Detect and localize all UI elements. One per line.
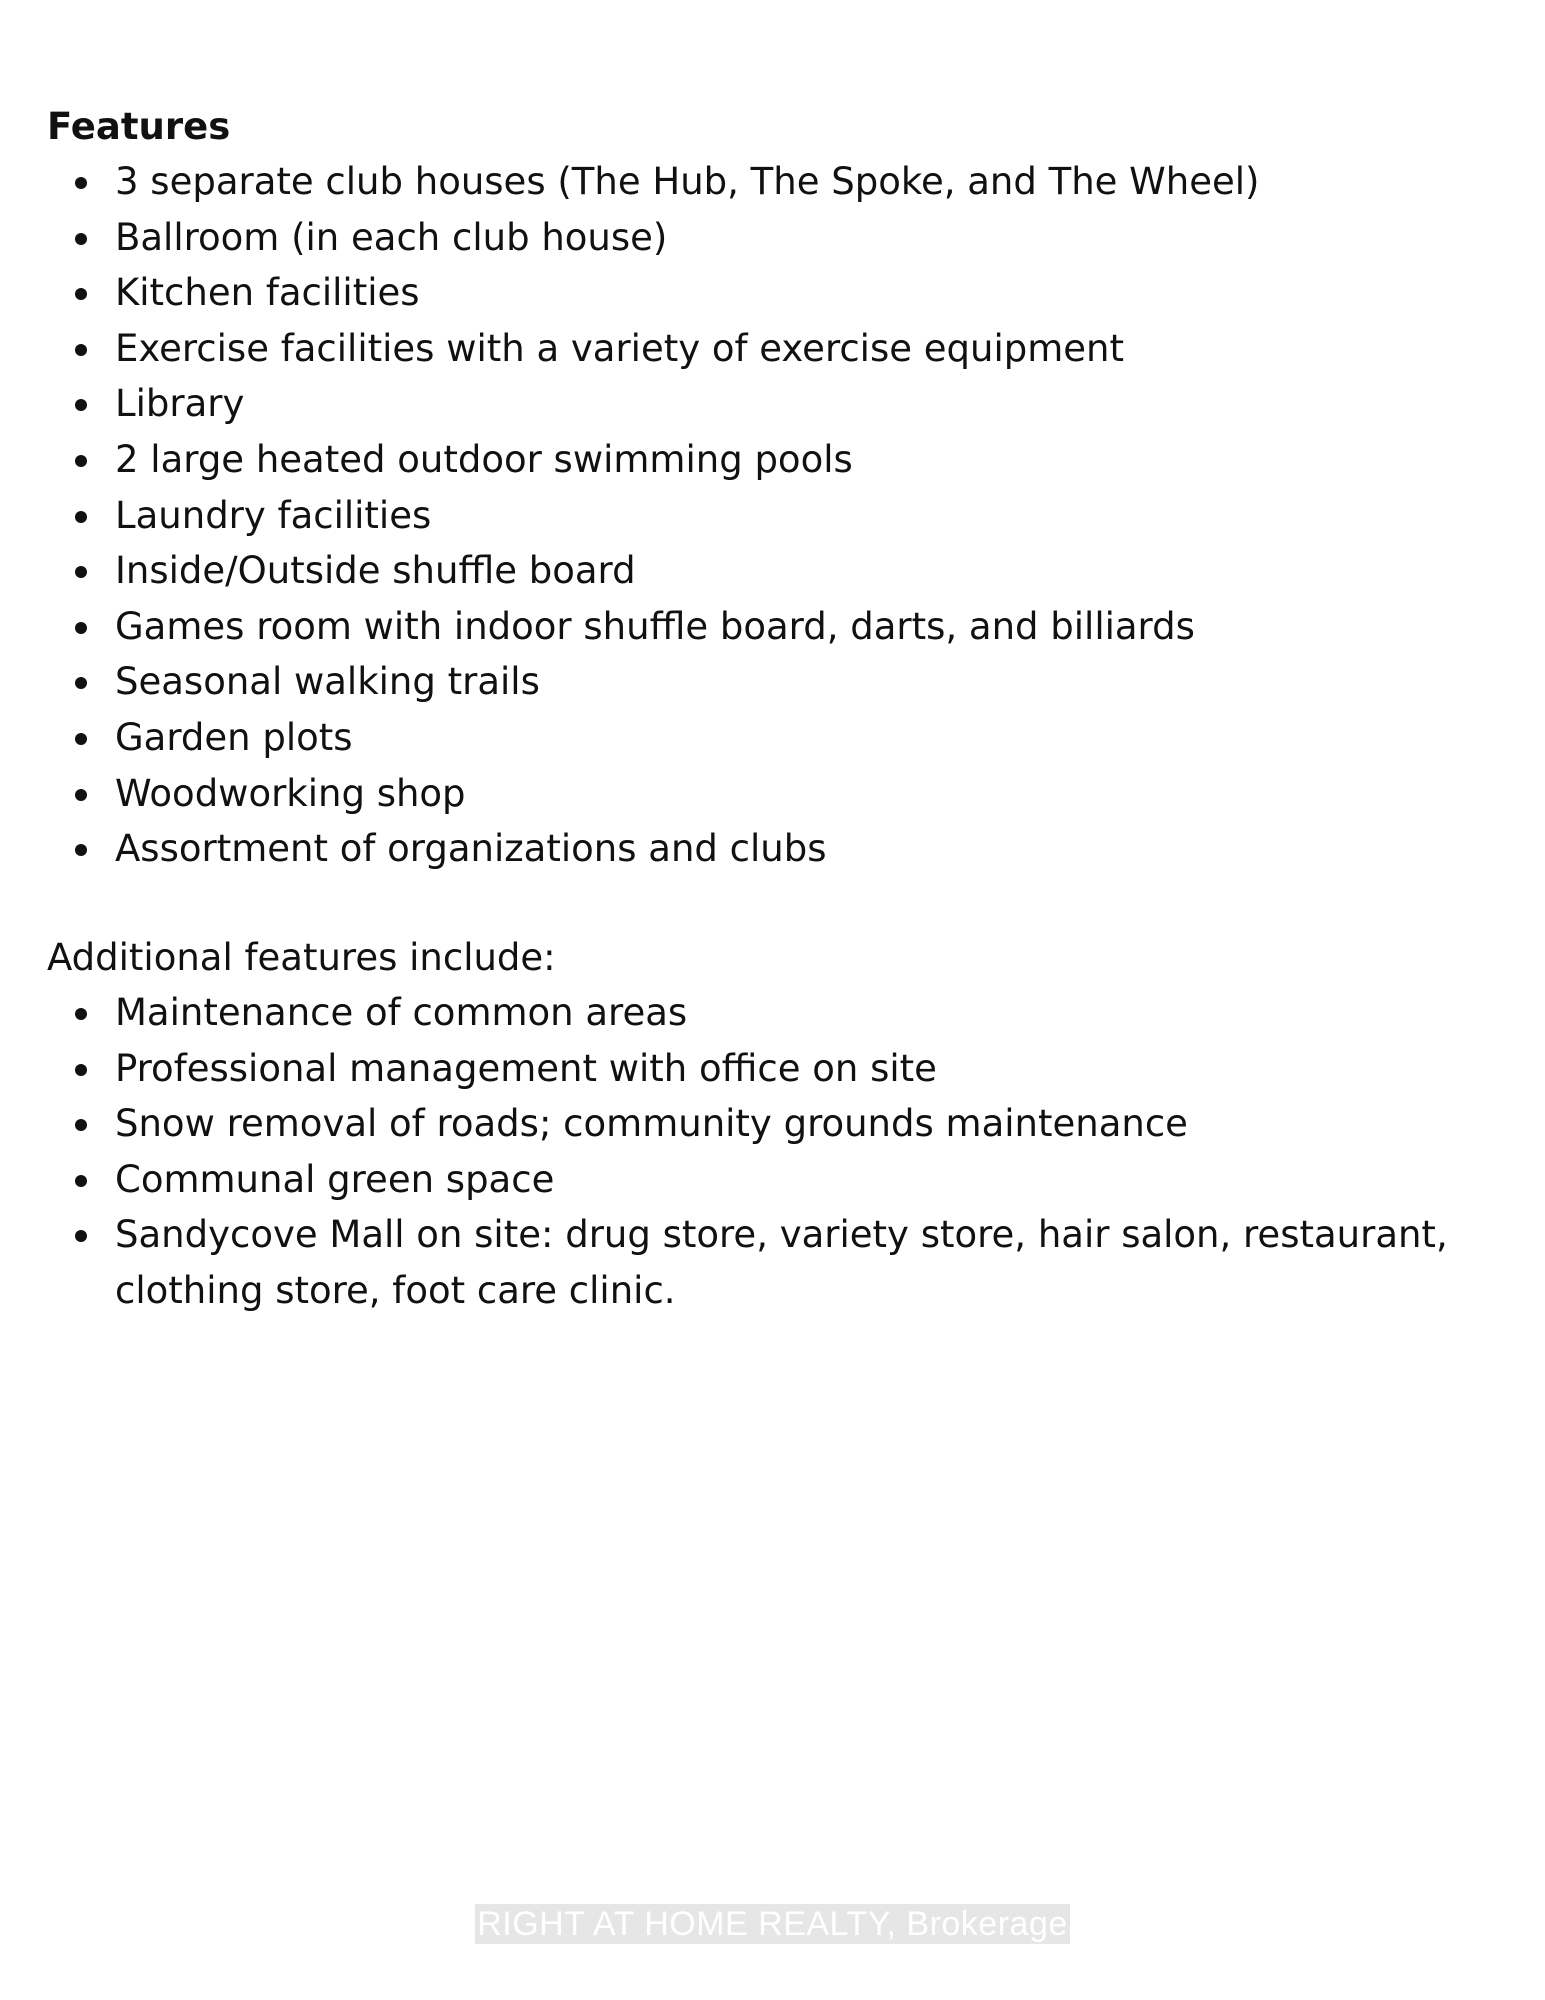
additional-features-list: [0, 985, 1545, 1319]
additional-features-heading: Additional features include:: [47, 936, 556, 979]
list-item-text: Laundry facilities: [115, 493, 432, 537]
bullet-icon: [75, 399, 87, 411]
list-item-text: Library: [115, 382, 245, 426]
bullet-icon: [75, 622, 87, 634]
bullet-icon: [75, 233, 87, 245]
list-item-text: Games room with indoor shuffle board, darts, and billiards: [115, 604, 1195, 648]
list-item-text: Communal green space: [115, 1157, 555, 1201]
list-item: [0, 154, 1545, 210]
list-item-text: 3 separate club houses (The Hub, The Spoke, and The Wheel): [115, 160, 1260, 203]
bullet-icon: [75, 733, 87, 745]
list-item: [0, 432, 1545, 488]
list-item: [0, 488, 1545, 544]
bullet-icon: [75, 789, 87, 801]
brokerage-watermark: [0, 1904, 1545, 1944]
bullet-icon: [75, 455, 87, 467]
list-item: [0, 654, 1545, 710]
list-item-text: 2 large heated outdoor swimming pools: [115, 437, 853, 481]
bullet-icon: [75, 677, 87, 689]
list-item-text: Woodworking shop: [115, 771, 466, 815]
list-item: [0, 265, 1545, 321]
bullet-icon: [75, 1119, 87, 1131]
list-item: [0, 1152, 1545, 1208]
bullet-icon: [75, 1230, 87, 1242]
list-item: [0, 985, 1545, 1041]
list-item-text: Garden plots: [115, 715, 353, 759]
list-item: [0, 376, 1545, 432]
bullet-icon: [75, 511, 87, 523]
bullet-icon: [75, 177, 87, 189]
list-item-text: Ballroom (in each club house): [115, 215, 668, 259]
list-item: [0, 1041, 1545, 1097]
list-item-text: Inside/Outside shuffle board: [115, 549, 636, 593]
list-item-text: Kitchen facilities: [115, 271, 420, 315]
list-item-text: Snow removal of roads; community grounds maintenance: [115, 1102, 1188, 1146]
bullet-icon: [75, 1175, 87, 1187]
list-item-text: Exercise facilities with a variety of exercise equipment: [115, 326, 1124, 370]
watermark-text: RIGHT AT HOME REALTY, Brokerage: [477, 1905, 1068, 1943]
list-item-text: Sandycove Mall on site: drug store, variety store, hair salon, restaurant, clothing store, foot care clinic.: [115, 1213, 1448, 1312]
list-item: [0, 543, 1545, 599]
list-item: [0, 210, 1545, 266]
list-item-text: Seasonal walking trails: [115, 660, 540, 704]
bullet-icon: [75, 344, 87, 356]
list-item: [0, 321, 1545, 377]
list-item: [0, 1096, 1545, 1152]
bullet-icon: [75, 844, 87, 856]
list-item: [0, 710, 1545, 766]
list-item: [0, 1207, 1475, 1318]
features-heading: Features: [47, 105, 231, 148]
list-item: [0, 766, 1545, 822]
list-item-text: Professional management with office on site: [115, 1046, 937, 1090]
bullet-icon: [75, 1008, 87, 1020]
list-item: [0, 821, 1545, 877]
list-item-text: Maintenance of common areas: [115, 991, 688, 1034]
bullet-icon: [75, 566, 87, 578]
bullet-icon: [75, 288, 87, 300]
bullet-icon: [75, 1064, 87, 1076]
list-item: [0, 599, 1545, 655]
features-list: [0, 154, 1545, 877]
list-item-text: Assortment of organizations and clubs: [115, 827, 827, 871]
